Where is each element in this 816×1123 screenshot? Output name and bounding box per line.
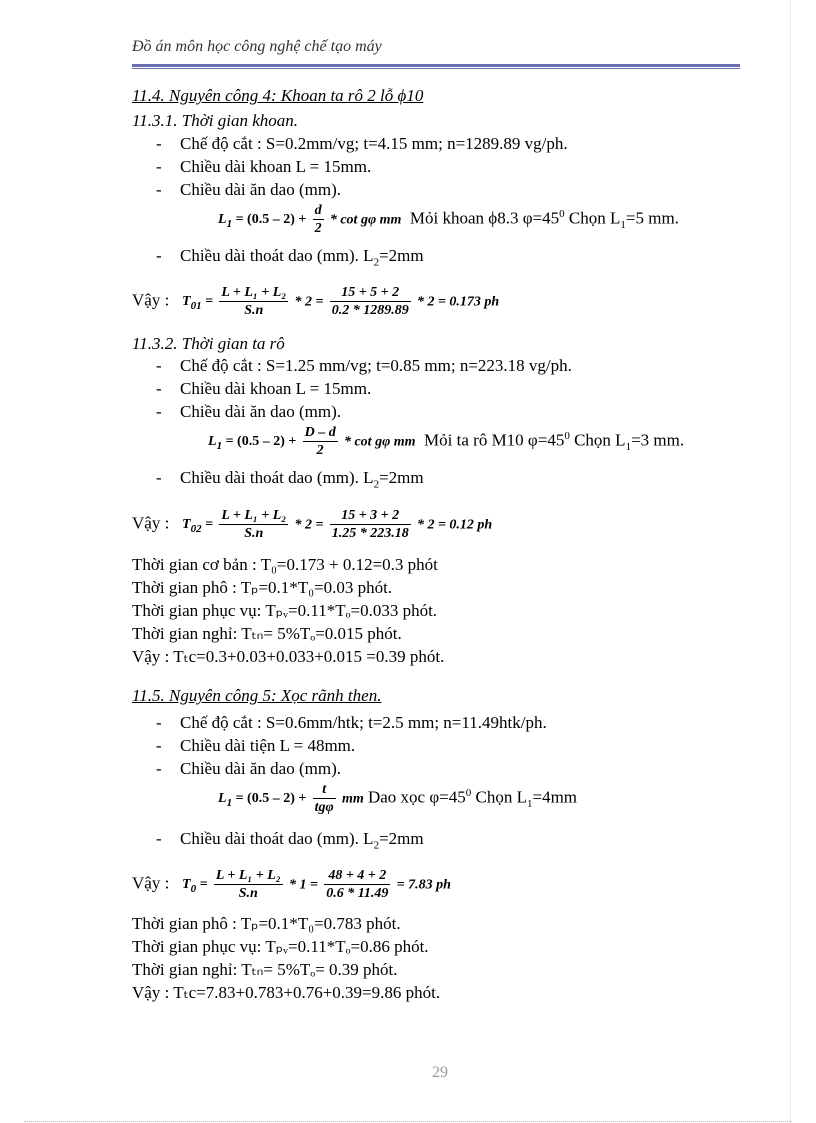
bullet-item: - Chiều dài ăn dao (mm). [156, 180, 341, 199]
page-number: 29 [432, 1064, 448, 1081]
section-heading-11-5: 11.5. Nguyên công 5: Xọc rãnh then. [132, 686, 382, 705]
time-basic: Thời gian cơ bản : T₀=0.173 + 0.12=0.3 phót [132, 555, 438, 574]
time-total: Vậy : Tₜc=0.3+0.03+0.033+0.015 =0.39 phót. [132, 647, 445, 666]
time-auxiliary: Thời gian phô : Tₚ=0.1*T₀=0.03 phót. [132, 578, 393, 597]
formula-l1-tapping: $L_1 = (0.5 - 2)$ + $\frac{D - d}{2}$ * cot gφ mm Mỏi ta rô M10 $\varphi=45^0$ Chọn $L_1=3$ mm. [208, 425, 685, 458]
header-rule-thin [132, 68, 740, 69]
bullet-item: - Chiều dài thoát dao (mm). $L_2=2mm$ [156, 246, 424, 269]
formula-t0: Vậy : $T_0$ = $\frac{\text{L + L₁ + L₂}}{S.n}$ * 1 = $\frac{48 + 4 + 2}{0.6 * 11.49}$ = 7.83 ph [132, 868, 451, 901]
bullet-item: - Chế độ cắt : S=0.2mm/vg; t=4.15 mm; n=1289.89 vg/ph. [156, 134, 568, 153]
formula-l1-drilling: $L_1 = (0.5 - 2)$ + $\frac{d}{2}$ * cot gφ mm Mỏi khoan ϕ8.3 $\varphi=45^0$ Chọn $L_1=5$ mm. [218, 203, 679, 236]
formula-l1-slotting: $L_1 = (0.5 - 2)$ + $\frac{t}{\text{tgφ}}$ mm Dao xọc $\varphi=45^0$ Chọn $L_1=4mm$ [218, 782, 578, 815]
bullet-item: - Chiều dài khoan L = 15mm. [156, 157, 372, 176]
subsection-heading-11-3-2: 11.3.2. Thời gian ta rô [132, 334, 285, 353]
time-auxiliary: Thời gian phô : Tₚ=0.1*T₀=0.783 phót. [132, 914, 401, 933]
time-service: Thời gian phục vụ: Tₚᵥ=0.11*Tₒ=0.033 phót. [132, 601, 438, 620]
bullet-item: - Chiều dài khoan L = 15mm. [156, 379, 372, 398]
subsection-heading-11-3-1: 11.3.1. Thời gian khoan. [132, 111, 299, 130]
bullet-item: - Chiều dài thoát dao (mm). $L_2=2mm$ [156, 468, 424, 491]
running-header: Đồ án môn học công nghệ chế tạo máy [132, 38, 382, 55]
header-rule [132, 64, 740, 67]
section-heading-11-4: 11.4. Nguyên công 4: Khoan ta rô 2 lỗ ϕ10 [132, 86, 424, 105]
bullet-item: - Chế độ cắt : S=0.6mm/htk; t=2.5 mm; n=11.49htk/ph. [156, 713, 547, 732]
bullet-item: - Chiều dài ăn dao (mm). [156, 402, 341, 421]
time-rest: Thời gian nghỉ: Tₜₙ= 5%Tₒ= 0.39 phót. [132, 960, 398, 979]
page-right-border [790, 0, 791, 1123]
bullet-item: - Chế độ cắt : S=1.25 mm/vg; t=0.85 mm; n=223.18 vg/ph. [156, 356, 572, 375]
time-service: Thời gian phục vụ: Tₚᵥ=0.11*Tₒ=0.86 phót. [132, 937, 429, 956]
page-bottom-border [24, 1121, 792, 1122]
time-total: Vậy : Tₜc=7.83+0.783+0.76+0.39=9.86 phót. [132, 983, 441, 1002]
time-rest: Thời gian nghỉ: Tₜₙ= 5%Tₒ=0.015 phót. [132, 624, 402, 643]
formula-t01: Vậy : $T_{01}$ = $\frac{\text{L + L₁ + L₂}}{S.n}$ * 2 = $\frac{15 + 5 + 2}{0.2 * 1289.89}$ * 2 = 0.173 ph [132, 285, 500, 318]
bullet-item: - Chiều dài thoát dao (mm). $L_2=2mm$ [156, 829, 424, 852]
formula-t02: Vậy : $T_{02}$ = $\frac{\text{L + L₁ + L₂}}{S.n}$ * 2 = $\frac{15 + 3 + 2}{1.25 * 223.18}$ * 2 = 0.12 ph [132, 508, 493, 541]
bullet-item: - Chiều dài tiện L = 48mm. [156, 736, 356, 755]
bullet-item: - Chiều dài ăn dao (mm). [156, 759, 341, 778]
